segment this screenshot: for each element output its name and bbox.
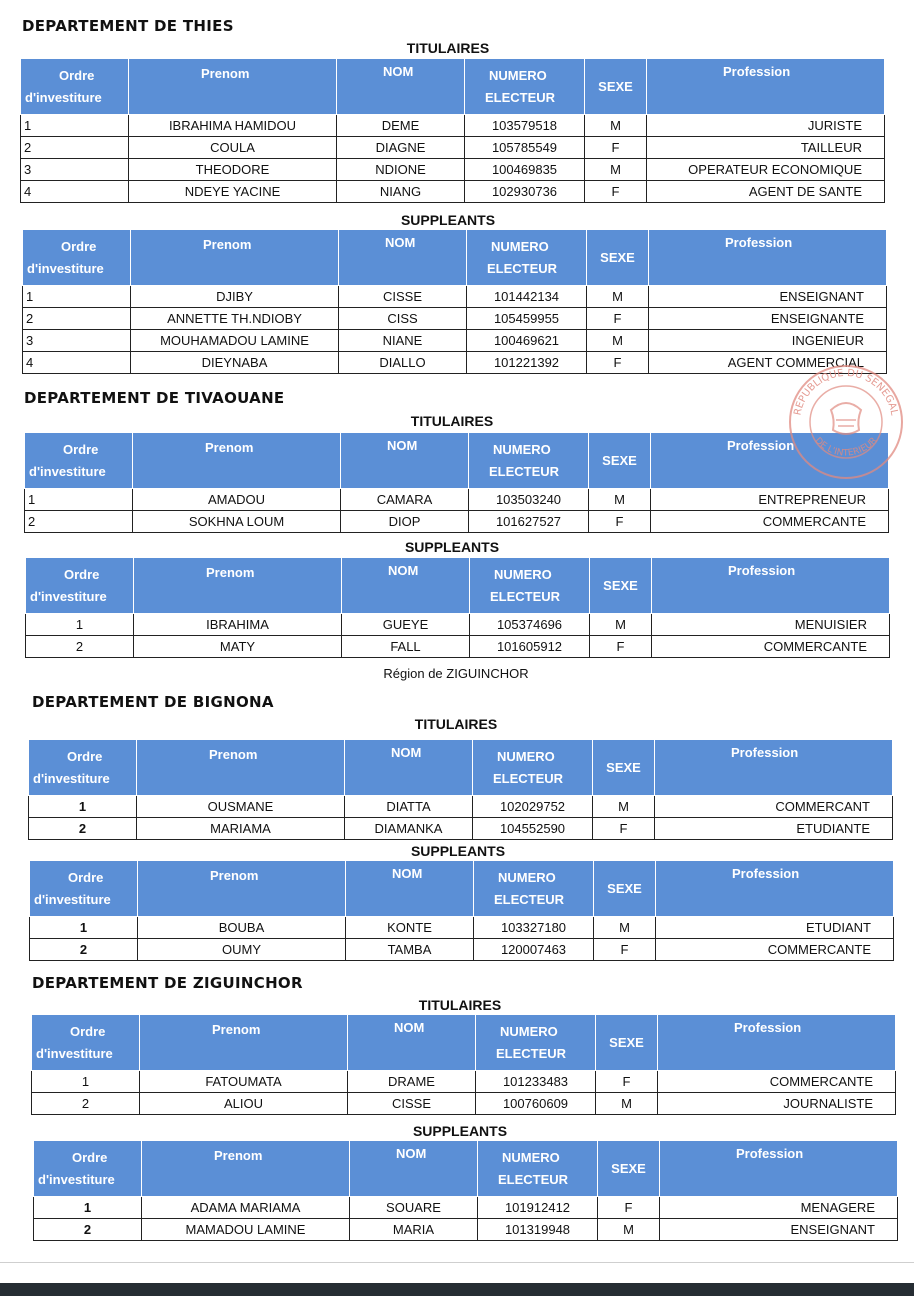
header-row [34,1141,898,1197]
header-nom: NOM [350,1141,478,1197]
cell-numero-electeur: 103503240 [469,489,589,511]
header-ordre: Ordre d'investiture [32,1015,140,1071]
suppleants-label: SUPPLEANTS [410,843,506,859]
cell-sexe: F [585,181,647,203]
header-ordre: Ordre d'investiture [21,59,129,115]
header-profession: Profession [649,230,887,286]
cell-profession: OPERATEUR ECONOMIQUE [647,159,885,181]
header-numero-electeur: NUMERO ELECTEUR [473,740,593,796]
cell-numero-electeur: 100469621 [467,330,587,352]
header-sexe: SEXE [587,230,649,286]
header-profession: Profession [651,433,889,489]
cell-profession: MENUISIER [652,614,890,636]
cell-sexe: F [589,511,651,533]
cell-profession: ENSEIGNANT [649,286,887,308]
table-row [26,614,890,636]
header-prenom: Prenom [140,1015,348,1071]
suppleants-table [25,557,890,658]
cell-profession: TAILLEUR [647,137,885,159]
cell-prenom: MOUHAMADOU LAMINE [131,330,339,352]
cell-profession: ENSEIGNANT [660,1219,898,1241]
cell-ordre: 4 [21,181,129,203]
header-row [32,1015,896,1071]
suppleants-table [33,1140,898,1241]
header-sexe: SEXE [598,1141,660,1197]
header-ordre: Ordre d'investiture [34,1141,142,1197]
cell-ordre: 2 [21,137,129,159]
svg-text:DE L'INTERIEUR [813,436,880,459]
cell-sexe: M [590,614,652,636]
cell-numero-electeur: 101233483 [476,1071,596,1093]
table-row [23,286,887,308]
header-ordre: Ordre d'investiture [25,433,133,489]
cell-numero-electeur: 103327180 [474,917,594,939]
cell-prenom: NDEYE YACINE [129,181,337,203]
cell-numero-electeur: 105785549 [465,137,585,159]
cell-prenom: MATY [134,636,342,658]
cell-profession: JURISTE [647,115,885,137]
header-nom: NOM [342,558,470,614]
cell-numero-electeur: 101442134 [467,286,587,308]
table-row [25,489,889,511]
department-title: DEPARTEMENT DE BIGNONA [32,693,274,711]
cell-prenom: IBRAHIMA HAMIDOU [129,115,337,137]
titulaires-label: TITULAIRES [406,40,490,56]
cell-prenom: DIEYNABA [131,352,339,374]
cell-numero-electeur: 102930736 [465,181,585,203]
cell-ordre: 2 [32,1093,140,1115]
header-row [29,740,893,796]
titulaires-table [31,1014,896,1115]
cell-prenom: BOUBA [138,917,346,939]
cell-ordre: 2 [23,308,131,330]
suppleants-label: SUPPLEANTS [400,212,496,228]
header-row [21,59,885,115]
cell-numero-electeur: 100760609 [476,1093,596,1115]
cell-sexe: F [587,308,649,330]
cell-profession: COMMERCANT [655,796,893,818]
header-numero-electeur: NUMERO ELECTEUR [478,1141,598,1197]
cell-nom: CISS [339,308,467,330]
cell-numero-electeur: 101605912 [470,636,590,658]
cell-prenom: AMADOU [133,489,341,511]
department-title: DEPARTEMENT DE ZIGUINCHOR [32,974,303,992]
region-label: Région de ZIGUINCHOR [383,666,529,681]
cell-sexe: M [598,1219,660,1241]
cell-numero-electeur: 105374696 [470,614,590,636]
header-ordre: Ordre d'investiture [29,740,137,796]
cell-nom: CISSE [348,1093,476,1115]
header-prenom: Prenom [133,433,341,489]
cell-numero-electeur: 101912412 [478,1197,598,1219]
cell-sexe: F [593,818,655,840]
table-row [21,159,885,181]
titulaires-label: TITULAIRES [418,997,502,1013]
header-sexe: SEXE [596,1015,658,1071]
cell-profession: MENAGERE [660,1197,898,1219]
cell-numero-electeur: 101319948 [478,1219,598,1241]
table-row [32,1071,896,1093]
header-sexe: SEXE [593,740,655,796]
cell-sexe: F [587,352,649,374]
cell-nom: DEME [337,115,465,137]
cell-nom: GUEYE [342,614,470,636]
cell-profession: COMMERCANTE [652,636,890,658]
cell-nom: CISSE [339,286,467,308]
cell-profession: ETUDIANTE [655,818,893,840]
cell-numero-electeur: 120007463 [474,939,594,961]
header-profession: Profession [647,59,885,115]
cell-prenom: MARIAMA [137,818,345,840]
cell-ordre: 2 [25,511,133,533]
cell-profession: ENTREPRENEUR [651,489,889,511]
cell-numero-electeur: 104552590 [473,818,593,840]
header-numero-electeur: NUMERO ELECTEUR [469,433,589,489]
cell-prenom: ALIOU [140,1093,348,1115]
cell-prenom: IBRAHIMA [134,614,342,636]
cell-nom: FALL [342,636,470,658]
cell-sexe: M [589,489,651,511]
table-row [29,796,893,818]
stamp-text-top: REPUBLIQUE DU SENEGAL [792,367,900,417]
cell-sexe: F [594,939,656,961]
table-row [30,917,894,939]
cell-sexe: M [587,330,649,352]
header-numero-electeur: NUMERO ELECTEUR [465,59,585,115]
table-row [21,115,885,137]
cell-nom: KONTE [346,917,474,939]
cell-ordre: 3 [23,330,131,352]
cell-sexe: M [596,1093,658,1115]
cell-ordre: 4 [23,352,131,374]
cell-numero-electeur: 101627527 [469,511,589,533]
suppleants-table [29,860,894,961]
titulaires-table [20,58,885,203]
bottom-bar [0,1283,914,1296]
cell-nom: DRAME [348,1071,476,1093]
cell-sexe: M [585,115,647,137]
cell-nom: NIANE [339,330,467,352]
cell-numero-electeur: 100469835 [465,159,585,181]
cell-nom: DIATTA [345,796,473,818]
table-row [25,511,889,533]
header-prenom: Prenom [142,1141,350,1197]
table-row [23,352,887,374]
table-row [34,1197,898,1219]
cell-nom: NIANG [337,181,465,203]
table-row [34,1219,898,1241]
cell-ordre: 2 [26,636,134,658]
table-row [32,1093,896,1115]
cell-nom: MARIA [350,1219,478,1241]
cell-numero-electeur: 103579518 [465,115,585,137]
header-prenom: Prenom [129,59,337,115]
cell-sexe: M [594,917,656,939]
cell-ordre: 1 [34,1197,142,1219]
header-prenom: Prenom [131,230,339,286]
cell-sexe: F [585,137,647,159]
cell-sexe: M [585,159,647,181]
cell-profession: AGENT COMMERCIAL [649,352,887,374]
cell-sexe: F [598,1197,660,1219]
titulaires-label: TITULAIRES [410,413,494,429]
table-row [29,818,893,840]
cell-prenom: ADAMA MARIAMA [142,1197,350,1219]
cell-nom: NDIONE [337,159,465,181]
cell-ordre: 1 [29,796,137,818]
table-row [23,308,887,330]
page-edge [0,1262,914,1263]
cell-prenom: DJIBY [131,286,339,308]
titulaires-table [24,432,889,533]
header-nom: NOM [345,740,473,796]
header-nom: NOM [341,433,469,489]
suppleants-label: SUPPLEANTS [404,539,500,555]
stamp-text-bottom: DE L'INTERIEUR [812,435,880,459]
header-row [26,558,890,614]
cell-prenom: MAMADOU LAMINE [142,1219,350,1241]
cell-prenom: OUMY [138,939,346,961]
header-numero-electeur: NUMERO ELECTEUR [476,1015,596,1071]
table-row [23,330,887,352]
cell-nom: SOUARE [350,1197,478,1219]
cell-prenom: SOKHNA LOUM [133,511,341,533]
header-row [23,230,887,286]
cell-ordre: 1 [32,1071,140,1093]
cell-ordre: 3 [21,159,129,181]
suppleants-label: SUPPLEANTS [412,1123,508,1139]
cell-nom: DIALLO [339,352,467,374]
header-row [25,433,889,489]
cell-profession: AGENT DE SANTE [647,181,885,203]
header-profession: Profession [660,1141,898,1197]
cell-profession: ENSEIGNANTE [649,308,887,330]
header-ordre: Ordre d'investiture [30,861,138,917]
header-nom: NOM [346,861,474,917]
titulaires-table [28,739,893,840]
cell-nom: CAMARA [341,489,469,511]
cell-nom: TAMBA [346,939,474,961]
header-prenom: Prenom [134,558,342,614]
table-row [30,939,894,961]
cell-profession: COMMERCANTE [656,939,894,961]
table-row [21,181,885,203]
header-profession: Profession [658,1015,896,1071]
header-sexe: SEXE [589,433,651,489]
cell-numero-electeur: 101221392 [467,352,587,374]
cell-profession: INGENIEUR [649,330,887,352]
header-nom: NOM [337,59,465,115]
cell-nom: DIAMANKA [345,818,473,840]
cell-profession: COMMERCANTE [651,511,889,533]
cell-prenom: OUSMANE [137,796,345,818]
department-title: DEPARTEMENT DE THIES [22,17,234,35]
header-profession: Profession [656,861,894,917]
cell-numero-electeur: 102029752 [473,796,593,818]
cell-sexe: M [593,796,655,818]
cell-prenom: ANNETTE TH.NDIOBY [131,308,339,330]
header-profession: Profession [655,740,893,796]
department-title: DEPARTEMENT DE TIVAOUANE [24,389,285,407]
cell-prenom: THEODORE [129,159,337,181]
header-sexe: SEXE [594,861,656,917]
svg-text:REPUBLIQUE DU SENEGAL [792,368,899,417]
cell-ordre: 1 [26,614,134,636]
titulaires-label: TITULAIRES [414,716,498,732]
cell-nom: DIAGNE [337,137,465,159]
cell-nom: DIOP [341,511,469,533]
cell-ordre: 1 [21,115,129,137]
header-prenom: Prenom [137,740,345,796]
cell-profession: ETUDIANT [656,917,894,939]
header-sexe: SEXE [590,558,652,614]
header-prenom: Prenom [138,861,346,917]
cell-sexe: F [596,1071,658,1093]
header-numero-electeur: NUMERO ELECTEUR [474,861,594,917]
header-ordre: Ordre d'investiture [26,558,134,614]
header-numero-electeur: NUMERO ELECTEUR [470,558,590,614]
table-row [21,137,885,159]
cell-prenom: COULA [129,137,337,159]
cell-profession: COMMERCANTE [658,1071,896,1093]
table-row [26,636,890,658]
cell-ordre: 2 [34,1219,142,1241]
cell-ordre: 1 [25,489,133,511]
suppleants-table [22,229,887,374]
cell-ordre: 2 [30,939,138,961]
cell-numero-electeur: 105459955 [467,308,587,330]
cell-sexe: F [590,636,652,658]
header-nom: NOM [348,1015,476,1071]
header-row [30,861,894,917]
header-numero-electeur: NUMERO ELECTEUR [467,230,587,286]
header-nom: NOM [339,230,467,286]
cell-ordre: 1 [23,286,131,308]
cell-sexe: M [587,286,649,308]
cell-profession: JOURNALISTE [658,1093,896,1115]
cell-prenom: FATOUMATA [140,1071,348,1093]
cell-ordre: 1 [30,917,138,939]
header-ordre: Ordre d'investiture [23,230,131,286]
header-sexe: SEXE [585,59,647,115]
header-profession: Profession [652,558,890,614]
cell-ordre: 2 [29,818,137,840]
official-stamp-icon [786,362,906,482]
